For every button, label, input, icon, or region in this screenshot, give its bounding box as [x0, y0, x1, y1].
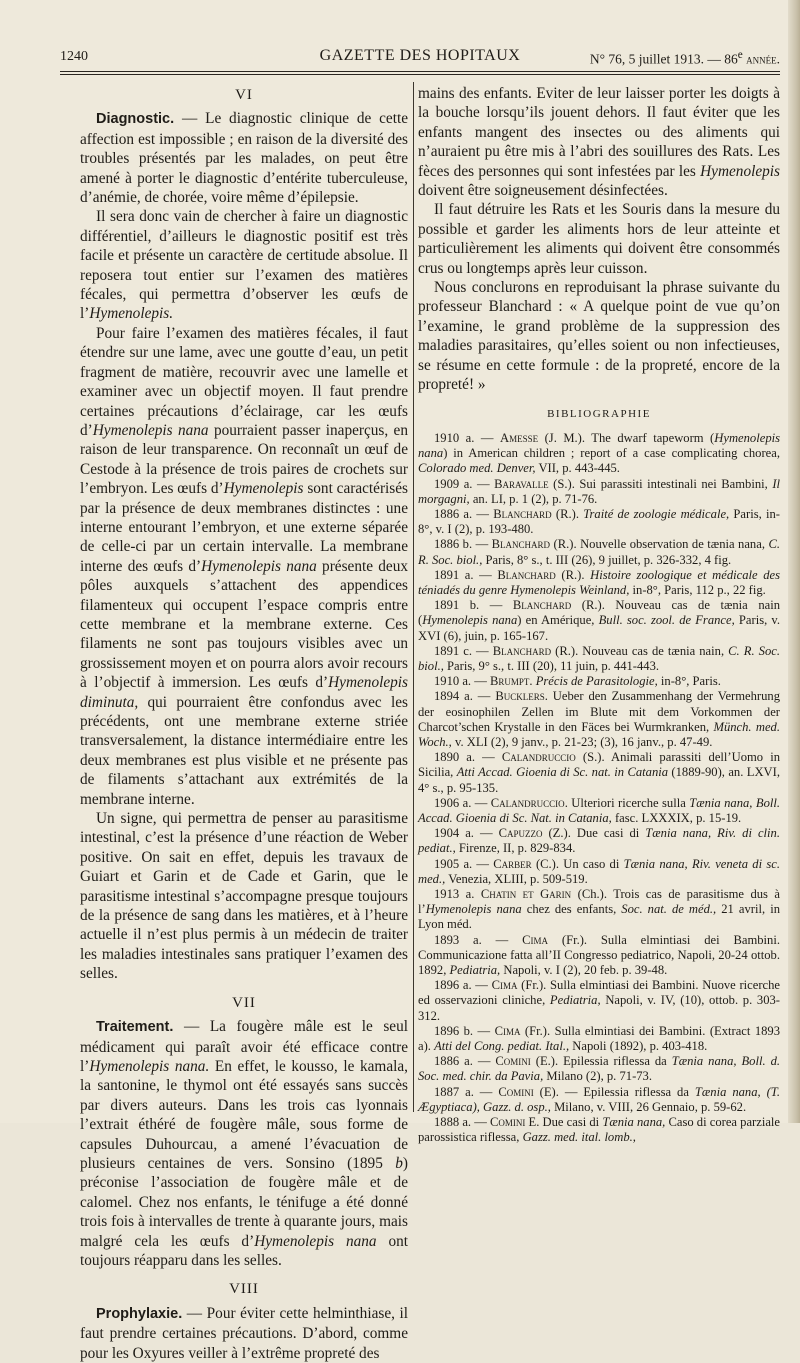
paragraph-diagnostic: Diagnostic. — Le diagnostic clinique de cette affection est impossible ; en raison de la diversité des troubles présentés par les malades, on peut être amené à porter le diagnostic d’entérite tuberculeuse, d’anémie, de chorée, voire même d’épilepsie.	[80, 110, 408, 207]
bibliography-title: BIBLIOGRAPHIE	[547, 407, 651, 420]
bibliography-entry: 1888 a. — Comini E. Due casi di Tænia nana, Caso di corea parziale parossistica riflessa, Gazz. med. ital. lomb.,	[418, 1115, 780, 1145]
paragraph: Il faut détruire les Rats et les Souris dans la mesure du possible et garder les aliments hors de leur atteinte et particulièrement les aliments qui doivent être consommés crus ou longtemps après leur cuisson.	[418, 201, 780, 277]
bibliography-entry: 1896 a. — Cima (Fr.). Sulla elmintiasi dei Bambini. Nuove ricerche ed osservazioni cliniche, Pediatria, Napoli, v. IV, (10), ottob. p. 303-312.	[418, 978, 780, 1023]
bibliography-entry: 1910 a. — Amesse (J. M.). The dwarf tapeworm (Hymenolepis nana) in American children ; report of a case complicating chorea, Colorado med. Denver, VII, p. 443-445.	[418, 430, 781, 476]
header-rule-thin	[60, 74, 780, 75]
bibliography-entry: 1891 a. — Blanchard (R.). Histoire zoologique et médicale des téniadés du genre Hymenolepis Weinland, in-8°, Paris, 112 p., 22 fig.	[418, 567, 780, 597]
bibliography-entry: 1891 b. — Blanchard (R.). Nouveau cas de tænia nain (Hymenolepis nana) en Amérique, Bull. soc. zool. de France, Paris, v. XVI (6), juin, p. 165-167.	[418, 598, 781, 643]
paragraph: Un signe, qui permettra de penser au parasitisme intestinal, c’est la présence d’une réaction de Weber positive. On sait en effet, depuis les travaux de Guiart et Garin et de Cade et Garin, que le parasitisme intestinal s’accompagne presque toujours de la présence de sang dans les matières, et à l’heure actuelle il n’est plus permis à un médecin de traiter les maladies intestinales sans pratiquer l’examen des selles.	[80, 810, 408, 983]
section-number-vi: VI	[235, 87, 253, 103]
bibliography-entry: 1905 a. — Carber (C.). Un caso di Tænia nana, Riv. veneta di sc. med., Venezia, XLIII, p. 509-519.	[418, 856, 780, 886]
paragraph-prophylaxie: Prophylaxie. — Pour éviter cette helminthiase, il faut prendre certaines précautions. D’abord, comme pour les Oxyures veiller à l’extrême propreté des	[80, 1304, 408, 1362]
paragraph-traitement: Traitement. — La fougère mâle est le seul médicament qui paraît avoir été efficace contre l’Hymenolepis nana. En effet, le kousso, le kamala, la santonine, le thymol ont été essayés sans succès par divers auteurs. Dans les trois cas lyonnais l’extrait éthéré de fougère mâle, sous forme de capsules Duhourcau, a amené l’évacuation de plusieurs centaines de vers. Sonsino (1895 b) préconise l’association de fougère mâle et de calomel. Chez nos enfants, le ténifuge a été donné trois fois à intervalles de trente à quarante jours, mais malgré cela les œufs d’Hymenolepis nana ont toujours réapparu dans les selles.	[80, 1018, 408, 1269]
bibliography-entry: 1904 a. — Capuzzo (Z.). Due casi di Tænia nana, Riv. di clin. pediat., Firenze, II, p. 829-834.	[418, 826, 780, 856]
right-column	[418, 84, 780, 1145]
bibliography-list	[418, 431, 780, 1146]
issue-info: N° 76, 5 juillet 1913. — 86e année.	[589, 49, 780, 67]
bibliography-entry: 1890 a. — Calandruccio (S.). Animali parassiti dell’Uomo in Sicilia, Atti Accad. Gioenia di Sc. nat. in Catania (1889-90), an. LXVI, 4° s., p. 95-135.	[418, 750, 780, 795]
paragraph: Pour faire l’examen des matières fécales, il faut étendre sur une lame, avec une goutte d’eau, un petit fragment de matière, recouvrir avec une lamelle et examiner avec un objectif moyen. Il faut prendre certaines précautions d’éclairage, car les œufs d’Hymenolepis nana pourraient passer inaperçus, en raison de leur transparence. On reconnaît un œuf de Cestode à la présence de trois paires de crochets sur l’embryon. Les œufs d’Hymenolepis sont caractérisés par la présence de deux membranes distinctes : une interne entourant l’embryon, et une externe séparée de celle-ci par un certain intervalle. La membrane interne des œufs d’Hymenolepis nana présente deux pôles auxquels s’attachent des appendices filamenteux qui occupent l’espace compris entre cette membrane et la membrane externe. Ces filaments ne sont pas toujours visibles avec un grossissement moyen et on pourra alors avoir recours à l’objectif à immersion. Les œufs d’Hymenolepis diminuta, qui pourraient être confondus avec les précédents, ont une membrane externe striée transversalement, la distance intermédiaire entre les deux membranes est plus visible et ne présente pas de filaments s’attachant aux extrémités de la membrane interne.	[80, 324, 408, 808]
paragraph: mains des enfants. Eviter de leur laisser porter les doigts à la bouche lorsqu’ils jouent dehors. Il faut éviter que les enfants mangent des insectes ou des aliments qui n’auraient pu être mis à l’abri des souillures des Rats. Les fèces des personnes qui sont infestées par les Hymenolepis doivent être soigneusement désinfectées.	[418, 85, 780, 200]
bibliography-entry: 1886 a. — Blanchard (R.). Traité de zoologie médicale, Paris, in-8°, v. I (2), p. 193-480.	[418, 506, 780, 537]
bibliography-entry: 1909 a. — Baravalle (S.). Sui parassiti intestinali nei Bambini, Il morgagni, an. LI, p. 1 (2), p. 71-76.	[418, 476, 781, 506]
bibliography-entry: 1913 a. Chatin et Garin (Ch.). Trois cas de parasitisme dus à l’Hymenolepis nana chez des enfants, Soc. nat. de méd., 21 avril, in Lyon méd.	[418, 887, 780, 932]
bibliography-entry: 1893 a. — Cima (Fr.). Sulla elmintiasi dei Bambini. Communicazione fatta all’II Congresso pediatrico, Napoli, 20-24 ottob. 1892, Pediatria, Napoli, v. I (2), 20 feb. p. 39-48.	[418, 932, 780, 978]
journal-title: GAZETTE DES HOPITAUX	[319, 47, 521, 64]
section-number-viii: VIII	[229, 1281, 259, 1298]
paragraph: Il sera donc vain de chercher à faire un diagnostic différentiel, d’ailleurs le diagnostic positif est très facile et présente un caractère de certitude absolue. Il reposera tout entier sur l’examen des matières fécales, qui permettra d’observer les œufs de l’Hymenolepis.	[80, 208, 408, 323]
page-header	[60, 46, 780, 68]
bibliography-entry: 1886 a. — Comini (E.). Epilessia riflessa da Tænia nana, Boll. d. Soc. med. chir. da Pavia, Milano (2), p. 71-73.	[418, 1054, 781, 1084]
bibliography-entry: 1896 b. — Cima (Fr.). Sulla elmintiasi dei Bambini. (Extract 1893 a). Atti del Cong. pediat. Ital., Napoli (1892), p. 403-418.	[418, 1023, 781, 1054]
bibliography-entry: 1894 a. — Bucklers. Ueber den Zusammenhang der Vermehrung der eosinophilen Zellen im Blute mit dem Vorkommen der Charcot’schen Krystalle in den Fäces bei Wurmkranken, Münch. med. Woch., v. XLI (2), 9 janv., p. 21-23; (3), 16 janv., p. 47-49.	[418, 689, 780, 749]
column-divider	[413, 82, 414, 1112]
header-rule	[60, 71, 780, 72]
paragraph: Nous conclurons en reproduisant la phrase suivante du professeur Blanchard : « A quelque point de vue qu’on l’examine, le grand problème de la suppression des maladies parasitaires, qu’elles soient ou non infectieuses, se résume en cette formule : de la propreté, encore de la propreté! »	[418, 279, 780, 394]
page-number: 1240	[60, 49, 88, 64]
section-number-vii: VII	[232, 994, 256, 1011]
bibliography-entry: 1906 a. — Calandruccio. Ulteriori ricerche sulla Tænia nana, Boll. Accad. Gioenia di Sc. Nat. in Catania, fasc. LXXXIX, p. 15-19.	[418, 795, 781, 825]
bibliography-entry: 1887 a. — Comini (E). — Epilessia riflessa da Tænia nana, (T. Ægyptiaca), Gazz. d. osp., Milano, v. VIII, 26 Gennaio, p. 59-62.	[418, 1084, 781, 1114]
bibliography-entry: 1886 b. — Blanchard (R.). Nouvelle observation de tænia nana, C. R. Soc. biol., Paris, 8° s., t. III (26), 9 juillet, p. 326-332, 4 fig.	[418, 537, 780, 567]
bibliography-entry: 1910 a. — Brumpt. Précis de Parasitologie, in-8°, Paris.	[434, 674, 721, 689]
bibliography-entry: 1891 c. — Blanchard (R.). Nouveau cas de tænia nain, C. R. Soc. biol., Paris, 9° s., t. III (20), 11 juin, p. 441-443.	[418, 643, 780, 673]
left-column	[80, 84, 408, 1363]
